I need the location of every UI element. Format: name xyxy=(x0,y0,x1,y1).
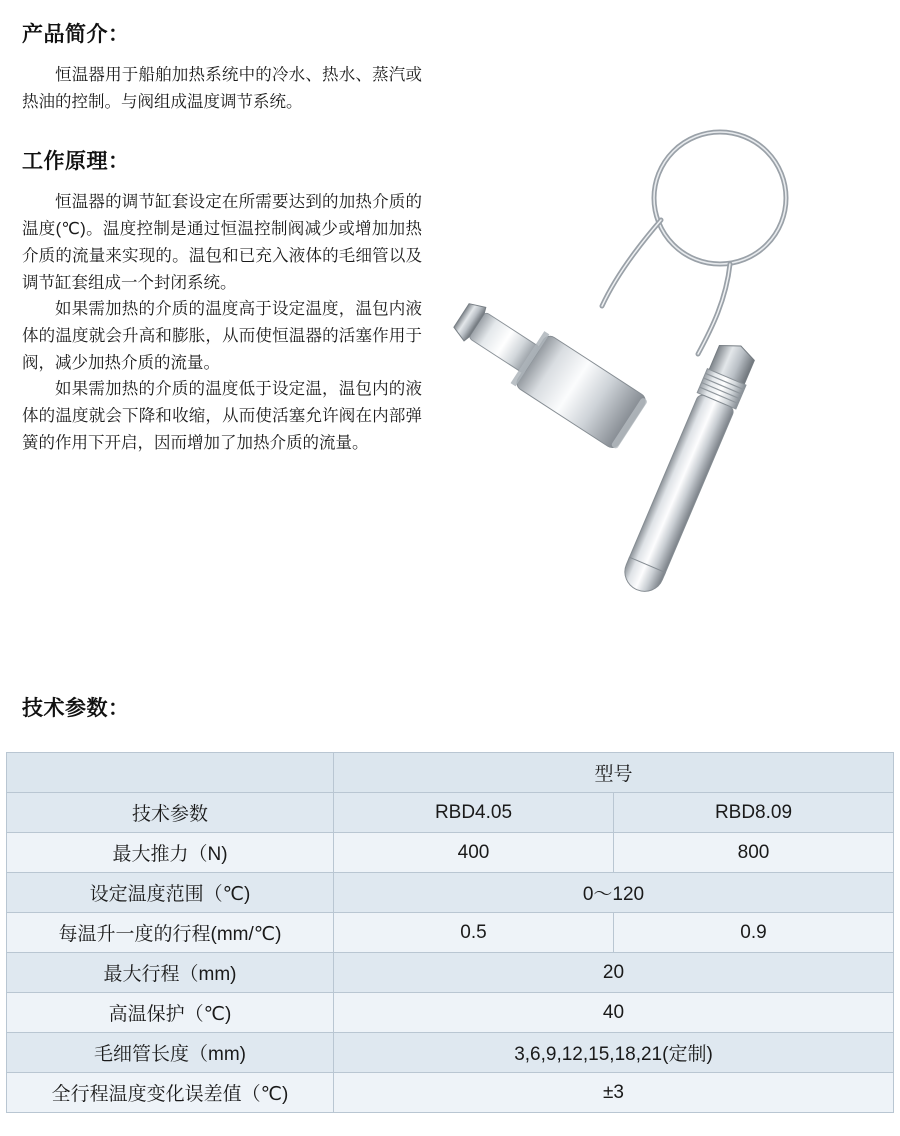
model-cell-2: RBD8.09 xyxy=(614,793,894,833)
table-row xyxy=(7,873,894,913)
principle-paragraph-1: 恒温器的调节缸套设定在所需要达到的加热介质的温度(℃)。温度控制是通过恒温控制阀减少或增加加热介质的流量来实现的。温包和已充入液体的毛细管以及调节缸套组成一个封闭系统。 xyxy=(22,193,422,292)
spec-table-container xyxy=(6,752,894,1113)
principle-heading: 工作原理： xyxy=(22,150,130,174)
row-label: 最大行程（mm) xyxy=(7,953,334,993)
row-label: 设定温度范围（℃) xyxy=(7,873,334,913)
row-value: 40 xyxy=(334,993,894,1033)
row-value: ±3 xyxy=(334,1073,894,1113)
table-row xyxy=(7,913,894,953)
principle-paragraph-3: 如果需加热的介质的温度低于设定温，温包内的液体的温度就会下降和收缩，从而使活塞允许阀在内部弹簧的作用下开启，因而增加了加热介质的流量。 xyxy=(22,380,422,452)
tech-params-heading: 技术参数： xyxy=(22,697,130,720)
row-value: 400 xyxy=(334,833,614,873)
intro-heading: 产品简介： xyxy=(22,23,130,46)
row-value: 3,6,9,12,15,18,21(定制) xyxy=(334,1033,894,1073)
spacer xyxy=(22,129,422,145)
row-label: 毛细管长度（mm) xyxy=(7,1033,334,1073)
product-image-svg xyxy=(430,110,880,630)
row-label: 最大推力（N) xyxy=(7,833,334,873)
spec-table-body xyxy=(7,753,894,1113)
table-row xyxy=(7,1073,894,1113)
intro-paragraph-1: 恒温器用于船舶加热系统中的冷水、热水、蒸汽或热油的控制。与阀组成温度调节系统。 xyxy=(22,66,422,111)
row-value: 0.5 xyxy=(334,913,614,953)
table-row-models xyxy=(7,793,894,833)
row-value: 20 xyxy=(334,953,894,993)
row-label: 全行程温度变化误差值（℃) xyxy=(7,1073,334,1113)
param-header-cell: 技术参数 xyxy=(7,793,334,833)
spec-table xyxy=(6,752,894,1113)
row-value: 800 xyxy=(614,833,894,873)
principle-paragraph-2: 如果需加热的介质的温度高于设定温度，温包内液体的温度就会升高和膨胀，从而使恒温器的活塞作用于阀，减少加热介质的流量。 xyxy=(22,300,422,372)
model-cell-1: RBD4.05 xyxy=(334,793,614,833)
model-header-cell: 型号 xyxy=(334,753,894,793)
table-row xyxy=(7,833,894,873)
text-column xyxy=(22,18,422,457)
table-row xyxy=(7,953,894,993)
row-label: 每温升一度的行程(mm/℃) xyxy=(7,913,334,953)
thermostat-product-illustration xyxy=(430,110,880,630)
empty-corner-cell xyxy=(7,753,334,793)
table-row xyxy=(7,993,894,1033)
row-label: 高温保护（℃) xyxy=(7,993,334,1033)
row-value: 0～120 xyxy=(334,873,894,913)
table-row xyxy=(7,1033,894,1073)
row-value: 0.9 xyxy=(614,913,894,953)
table-row-model-header xyxy=(7,753,894,793)
